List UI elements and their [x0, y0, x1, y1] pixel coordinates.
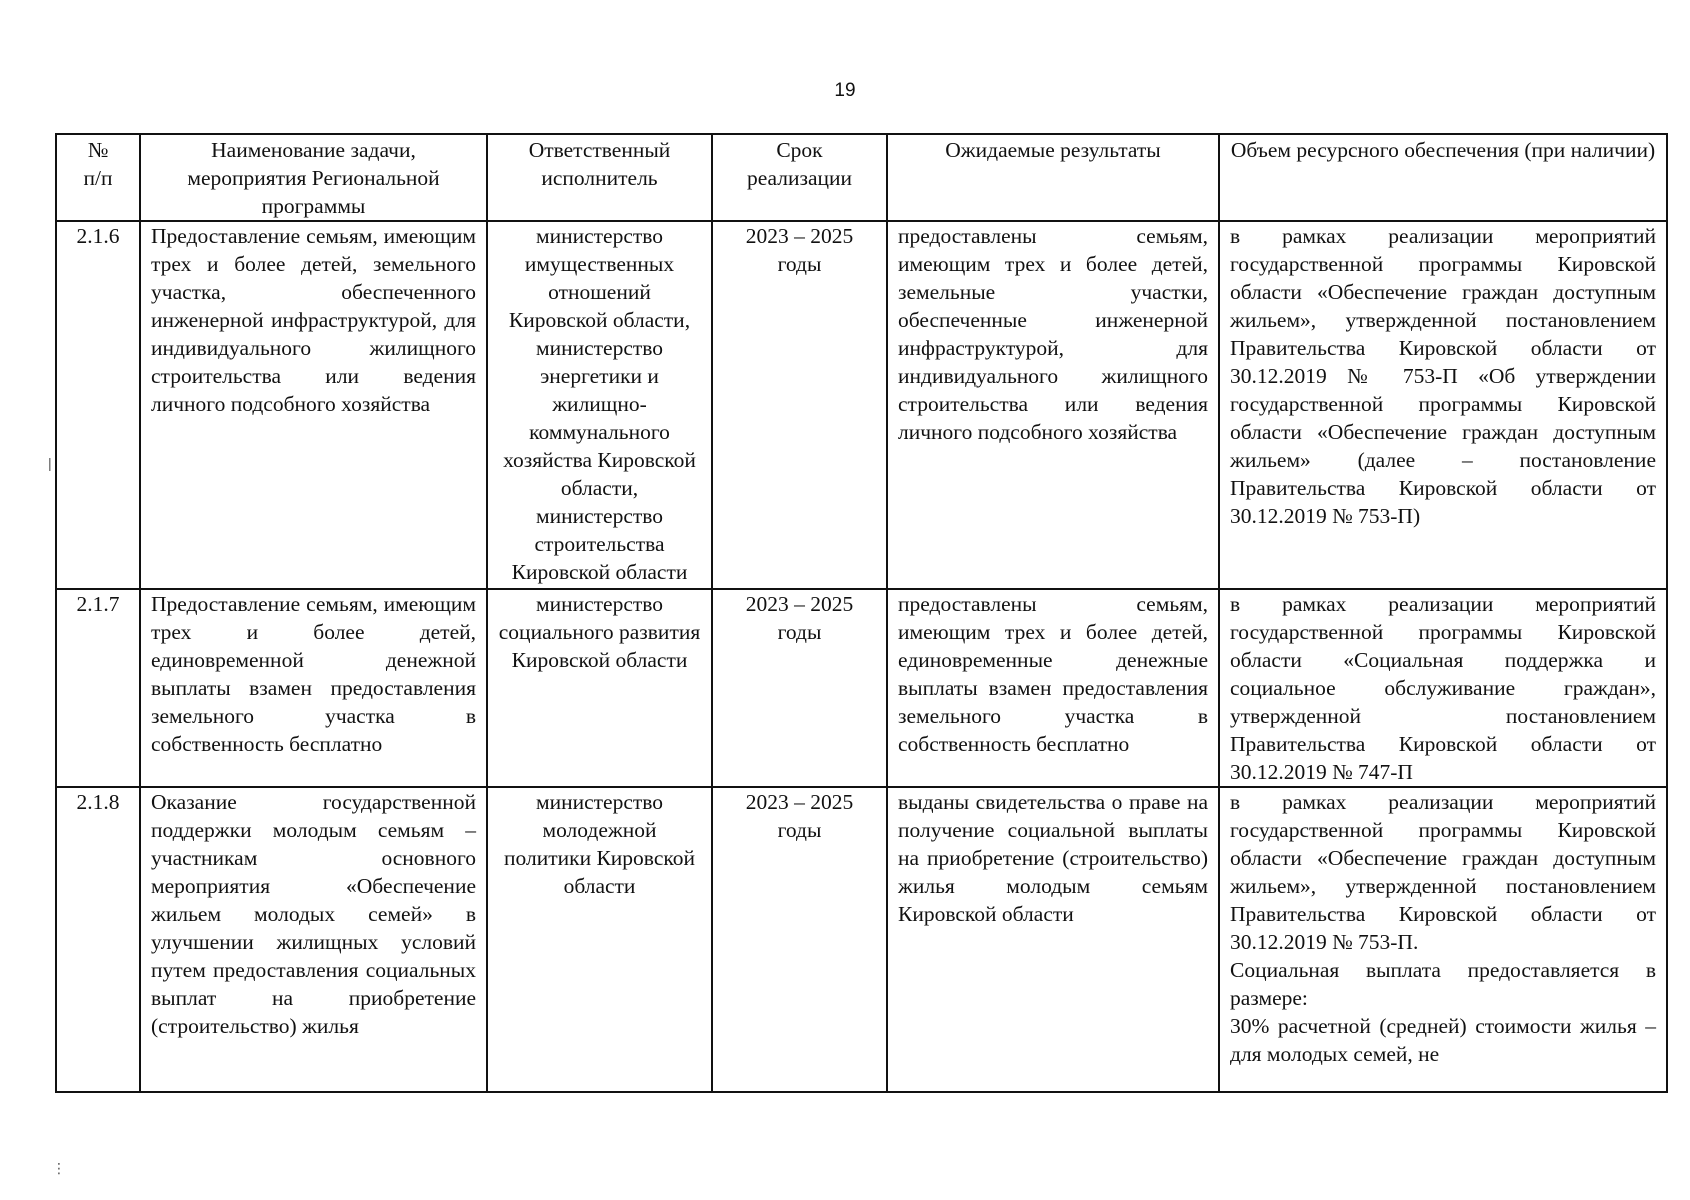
table-header-row: [56, 134, 1667, 221]
row-executor: министерство социального развития Кировской области: [487, 589, 712, 787]
row-resources: в рамках реализации мероприятий государственной программы Кировской области «Социальная поддержка и социальное обслуживание граждан», утвержденной постановлением Правительства Кировской области от 30.12.2019 № 747-П: [1219, 589, 1667, 787]
scan-mark-bottom: ⋮: [52, 1160, 66, 1176]
row-number: 2.1.8: [56, 787, 140, 1092]
program-table: [55, 133, 1668, 1093]
table-row: [56, 221, 1667, 589]
row-resources: в рамках реализации мероприятий государственной программы Кировской области «Обеспечение граждан доступным жильем», утвержденной постановлением Правительства Кировской области от 30.12.2019 № 753-П. Социальная выплата предоставляется в размере: 30% расчетной (средней) стоимости жилья – для молодых семей, не: [1219, 787, 1667, 1092]
row-number: 2.1.6: [56, 221, 140, 589]
row-result: предоставлены семьям, имеющим трех и более детей, земельные участки, обеспеченные инженерной инфраструктурой, для индивидуального жилищного строительства или ведения личного подсобного хозяйства: [887, 221, 1219, 589]
table-row: [56, 787, 1667, 1092]
row-task: Предоставление семьям, имеющим трех и более детей, земельного участка, обеспеченного инженерной инфраструктурой, для индивидуального жилищного строительства или ведения личного подсобного хозяйства: [140, 221, 487, 589]
row-resources: в рамках реализации мероприятий государственной программы Кировской области «Обеспечение граждан доступным жильем», утвержденной постановлением Правительства Кировской области от 30.12.2019 № 753-П «Об утверждении государственной программы Кировской области «Обеспечение граждан доступным жильем» (далее – постановление Правительства Кировской области от 30.12.2019 № 753-П): [1219, 221, 1667, 589]
row-executor: министерство имущественных отношений Кировской области, министерство энергетики и жилищно-коммунального хозяйства Кировской области, министерство строительства Кировской области: [487, 221, 712, 589]
header-executor: Ответственный исполнитель: [487, 134, 712, 221]
row-term: 2023 – 2025 годы: [712, 787, 887, 1092]
header-number: № п/п: [56, 134, 140, 221]
scan-mark-left: |: [48, 455, 52, 471]
header-task: Наименование задачи, мероприятия Региональной программы: [140, 134, 487, 221]
row-result: выданы свидетельства о праве на получение социальной выплаты на приобретение (строительство) жилья молодым семьям Кировской области: [887, 787, 1219, 1092]
header-term: Срок реализации: [712, 134, 887, 221]
row-executor: министерство молодежной политики Кировской области: [487, 787, 712, 1092]
row-term: 2023 – 2025 годы: [712, 589, 887, 787]
row-result: предоставлены семьям, имеющим трех и более детей, единовременные денежные выплаты взамен предоставления земельного участка в собственность бесплатно: [887, 589, 1219, 787]
row-number: 2.1.7: [56, 589, 140, 787]
table-row: [56, 589, 1667, 787]
row-task: Оказание государственной поддержки молодым семьям – участникам основного мероприятия «Обеспечение жильем молодых семей» в улучшении жилищных условий путем предоставления социальных выплат на приобретение (строительство) жилья: [140, 787, 487, 1092]
header-resources: Объем ресурсного обеспечения (при наличии): [1219, 134, 1667, 221]
row-task: Предоставление семьям, имеющим трех и более детей, единовременной денежной выплаты взамен предоставления земельного участка в собственность бесплатно: [140, 589, 487, 787]
page-number: 19: [834, 80, 856, 101]
row-term: 2023 – 2025 годы: [712, 221, 887, 589]
header-results: Ожидаемые результаты: [887, 134, 1219, 221]
